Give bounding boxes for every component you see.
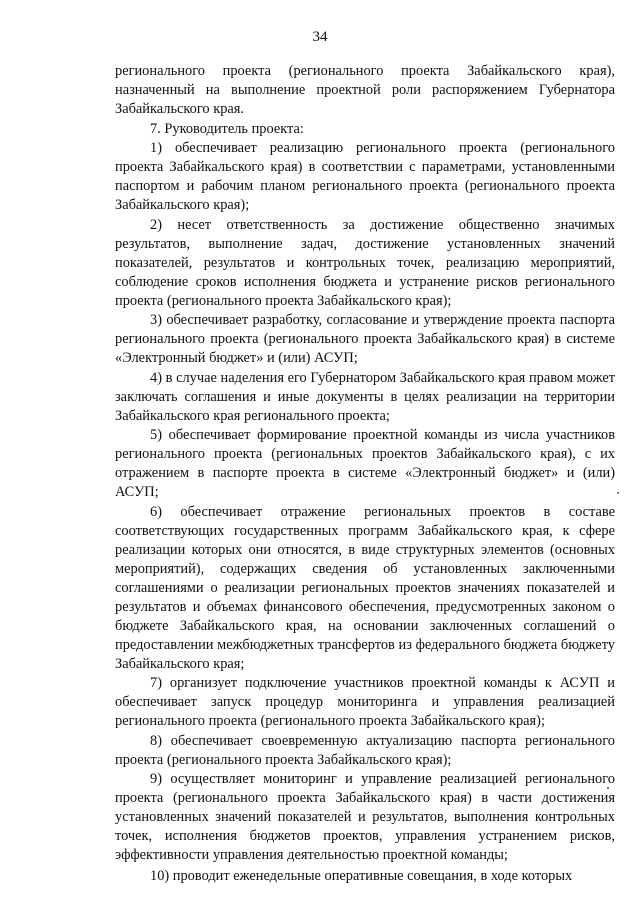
list-item: 7) организует подключение участников проектной команды к АСУП и обеспечивает запуск процедур мониторинга и управления реализацией регионального проекта (регионального проекта Забайкальского края); [115,675,615,729]
scan-speck [607,787,609,789]
document-body [115,62,615,887]
scan-speck [617,492,619,494]
page-number: 34 [312,29,328,45]
list-item: 8) обеспечивает своевременную актуализацию паспорта регионального проекта (регионального проекта Забайкальского края); [115,732,615,768]
list-item: 10) проводит еженедельные оперативные совещания, в ходе которых [150,868,573,884]
section-heading: 7. Руководитель проекта: [150,120,304,137]
list-item: 1) обеспечивает реализацию регионального проекта (регионального проекта Забайкальского края) в соответствии с параметрами, установленными паспортом и рабочим планом регионального проекта (регионального проекта Забайкальского края); [115,140,615,213]
list-item: 5) обеспечивает формирование проектной команды из числа участников регионального проекта (региональных проектов Забайкальского края), с их отражением в паспорте проекта в системе «Электронный бюджет» и (или) АСУП; [115,427,615,500]
list-item: 6) обеспечивает отражение региональных проектов в составе соответствующих государственных программ Забайкальского края, к сфере реализации которых они относятся, в виде структурных элементов (основных мероприятий), содержащих сведения об установленных заключенными соглашениями о реализации региональных проектов значениях показателей и результатов и объемах финансового обеспечения, предусмотренных законом о бюджете Забайкальского края, на основании заключенных соглашений о предоставлении межбюджетных трансфертов из федерального бюджета бюджету Забайкальского края; [115,503,615,672]
list-item: 4) в случае наделения его Губернатором Забайкальского края правом может заключать соглашения и иные документы в целях реализации на территории Забайкальского края регионального проекта; [115,369,615,424]
list-item: 9) осуществляет мониторинг и управление реализацией регионального проекта (регионального проекта Забайкальского края) в части достижения установленных значений показателей и результатов, выполнения контрольных точек, исполнения бюджетов проектов, управления устранением рисков, эффективности управления деятельностью проектной команды; [115,771,615,863]
list-item: 2) несет ответственность за достижение общественно значимых результатов, выполнение задач, достижение установленных значений показателей, результатов и контрольных точек, реализацию мероприятий, соблюдение сроков исполнения бюджета и устранение рисков регионального проекта (регионального проекта Забайкальского края); [115,216,615,309]
paragraph-continuation: регионального проекта (регионального проекта Забайкальского края), назначенный на выполнение проектной роли распоряжением Губернатора Забайкальского края. [115,63,615,117]
list-item: 3) обеспечивает разработку, согласование и утверждение проекта паспорта регионального проекта (регионального проекта Забайкальского края) в системе «Электронный бюджет» и (или) АСУП; [115,312,615,366]
